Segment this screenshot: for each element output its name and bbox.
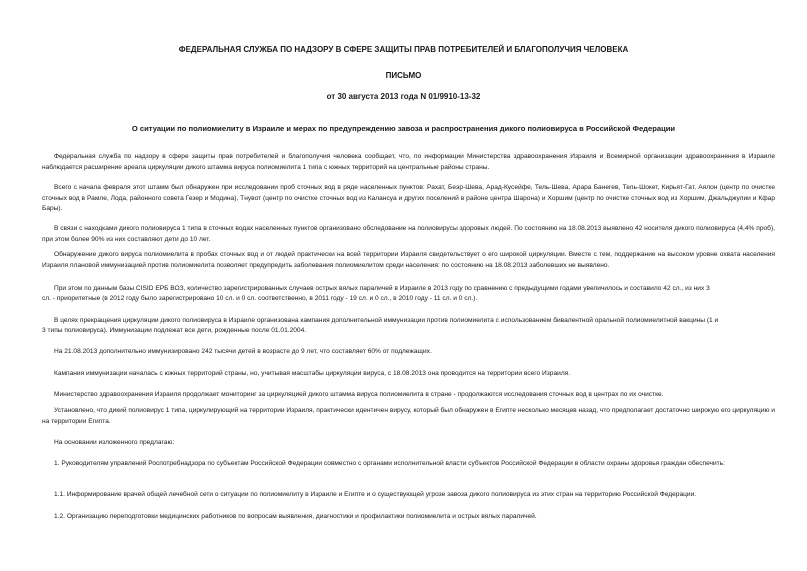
paragraph: 1.2. Организацию переподготовки медицинских работников по вопросам выявления, диагностики и профилактики полиомиелита и острых вялых параличей. (54, 513, 537, 520)
paragraph: Федеральная служба по надзору в сфере защиты прав потребителей и благополучия человека сообщает, что, по информации Министерства здравоохранения Израиля и Всемирной организации здравоохранения в Израиле наблюдается расширение ареала циркуляции дикого штамма вируса полиомиелита 1 типа с южных территорий на центральные районы страны. (42, 153, 775, 171)
paragraph: 1.1. Информирование врачей общей лечебной сети о ситуации по полиомиелиту в Израиле и Египте и о существующей угрозе завоза дикого полиовируса из этих стран на территорию Российской Федерации. (54, 491, 697, 498)
document-title: О ситуации по полиомиелиту в Израиле и мерах по предупреждению завоза и распространения дикого полиовируса в Российской Федерации (131, 124, 676, 133)
paragraph: На 21.08.2013 дополнительно иммунизировано 242 тысячи детей в возрасте до 9 лет, что составляет 60% от подлежащих. (54, 348, 432, 355)
paragraph: Кампания иммунизации началась с южных территорий страны, но, учитывая масштабы циркуляции вируса, с 18.08.2013 она проводится на территории всего Израиля. (54, 370, 571, 377)
paragraph: На основании изложенного предлагаю: (54, 439, 175, 446)
paragraph-continuation: сл. - приоритетные (в 2012 году было зарегистрировано 10 сл. и 0 сл. соответственно, в 2011 году - 19 сл. и 0 сл., в 2010 году - 11 сл. и 0 сл.). (42, 295, 478, 302)
paragraph: 1. Руководителям управлений Роспотребнадзора по субъектам Российской Федерации совместно с органами исполнительной власти субъектов Российской Федерации в области охраны здоровья граждан обеспечить: (54, 460, 725, 467)
document-date-number: от 30 августа 2013 года N 01/9910-13-32 (326, 92, 481, 101)
paragraph: Обнаружение дикого вируса полиомиелита в пробах сточных вод и от людей практически на всей территории Израиля свидетельствует о его широкой циркуляции. Вместе с тем, поддержание на высоком уровне охвата населения Израиля плановой иммунизацией против полиомиелита позволяет предупредить заболевания полиомиелитом среди населения: по состоянию на 18.08.2013 заболевших не выявлено. (42, 251, 775, 269)
paragraph: Министерство здравоохранения Израиля продолжает мониторинг за циркуляцией дикого штамма вируса полиомиелита в стране - продолжаются исследования сточных вод в центрах по их очистке. (54, 391, 664, 398)
paragraph: В связи с находками дикого полиовируса 1 типа в сточных водах населенных пунктов организовано обследование на полиовирусы здоровых людей. По состоянию на 18.08.2013 выявлено 42 носителя дикого полиовируса (4,4% проб), при этом более 90% из них составляют дети до 10 лет. (42, 225, 775, 243)
document-type: ПИСЬМО (385, 71, 422, 80)
paragraph-continuation: 3 типы полиовируса). Иммунизации подлежат все дети, рожденные после 01.01.2004. (42, 327, 307, 334)
agency-heading: ФЕДЕРАЛЬНАЯ СЛУЖБА ПО НАДЗОРУ В СФЕРЕ ЗАЩИТЫ ПРАВ ПОТРЕБИТЕЛЕЙ И БЛАГОПОЛУЧИЯ ЧЕЛОВЕКА (178, 45, 629, 54)
paragraph: При этом по данным базы CISID ЕРБ ВОЗ, количество зарегистрированных случаев острых вялых параличей в Израиле в 2013 году по сравнению с предыдущими годами увеличилось и составило 42 сл., из них 3 (54, 285, 710, 292)
paragraph: Всего с начала февраля этот штамм был обнаружен при исследовании проб сточных вод в ряде населенных пунктов: Рахат, Беэр-Шева, Арад-Кусейфе, Тель-Шева, Арара Банегев, Тель-Шокет, Кирьят-Гат, Аялон (центр по очистке сточных вод в Рамле, Лода, районного совета Гезер и Модина), Тнувот (центр по очистке сточных вод из Калансуа и других поселений в районе центра Шарона) и Хоршим (центр по очистке сточных вод из Хоршим, Джальджулии и Кфар Бары). (42, 184, 775, 213)
paragraph: Установлено, что дикий полиовирус 1 типа, циркулирующий на территории Израиля, практически идентичен вирусу, который был обнаружен в Египте несколько месяцев назад, что предполагает достаточно широкую его циркуляцию и на территории Египта. (42, 407, 775, 425)
paragraph: В целях прекращения циркуляции дикого полиовируса в Израиле организована кампания дополнительной иммунизации против полиомиелита с использованием бивалентной оральной полиомиелитной вакцины (1 и (54, 317, 719, 324)
